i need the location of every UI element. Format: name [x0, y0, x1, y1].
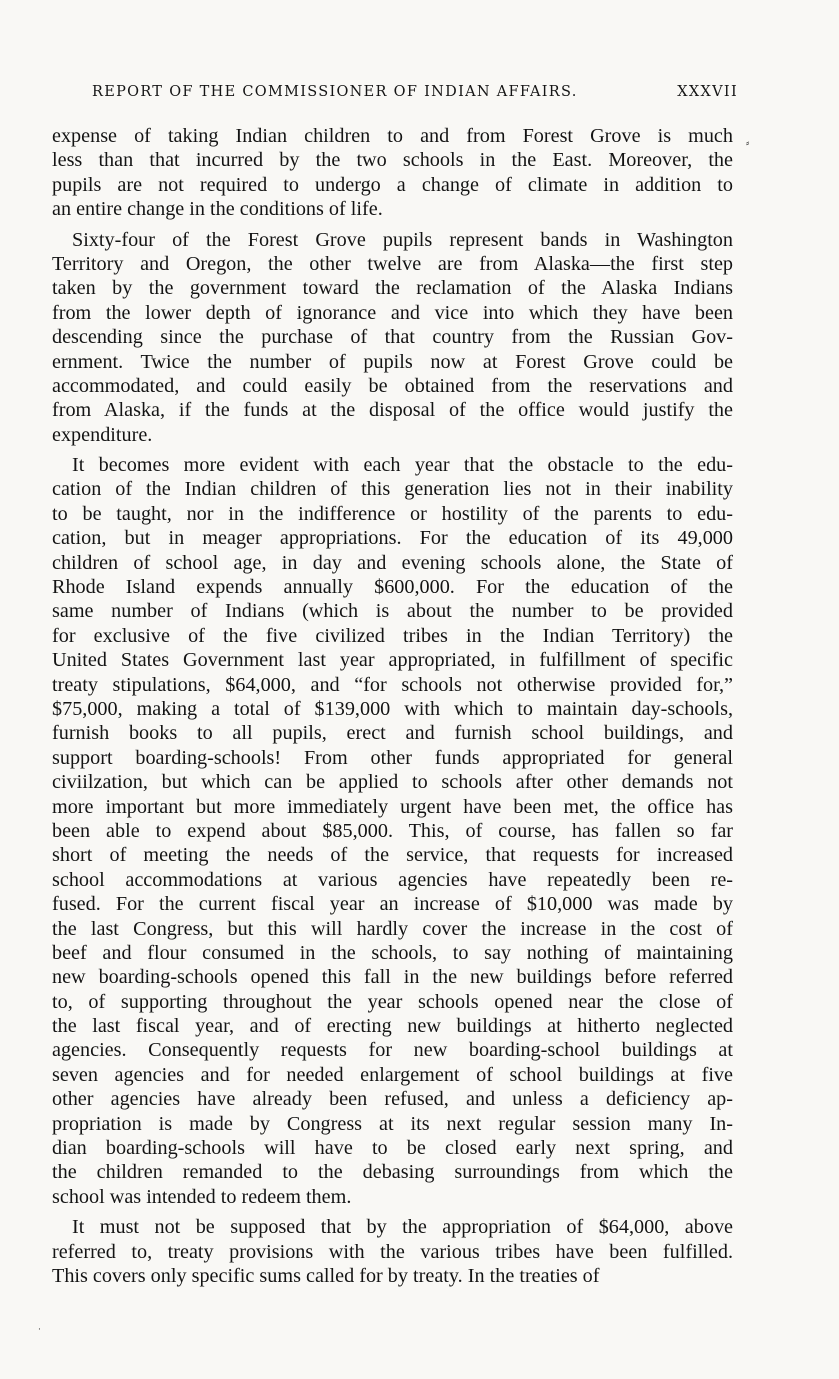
text-line: $75,000, making a total of $139,000 with which to maintain day-schools,	[52, 697, 733, 720]
text-line: dian boarding-schools will have to be closed early next spring, and	[52, 1137, 733, 1160]
text-line: United States Government last year appropriated, in fulfillment of specific	[52, 649, 733, 672]
margin-speck-mark: ·	[38, 1325, 41, 1335]
text-line: the children remanded to the debasing surroundings from which the	[52, 1161, 733, 1184]
text-line: for exclusive of the five civilized tribes in the Indian Territory) the	[52, 624, 733, 647]
text-line: an entire change in the conditions of life.	[52, 198, 383, 221]
body-text	[52, 124, 733, 1294]
text-line: more important but more immediately urgent have been met, the office has	[52, 795, 733, 818]
text-line: propriation is made by Congress at its next regular session many In-	[52, 1112, 733, 1135]
text-line: the last Congress, but this will hardly cover the increase in the cost of	[52, 917, 733, 940]
paragraph	[52, 1215, 733, 1288]
text-line: school was intended to redeem them.	[52, 1185, 352, 1208]
text-line: cation, but in meager appropriations. For the education of its 49,000	[52, 527, 733, 550]
text-line: taken by the government toward the reclamation of the Alaska Indians	[52, 277, 733, 300]
text-line: to, of supporting throughout the year schools opened near the close of	[52, 990, 733, 1013]
text-line: from Alaska, if the funds at the disposal of the office would justify the	[52, 399, 733, 422]
text-line: accommodated, and could easily be obtained from the reservations and	[52, 374, 733, 397]
text-line: referred to, treaty provisions with the various tribes have been fulfilled.	[52, 1240, 733, 1263]
text-line: the last fiscal year, and of erecting new buildings at hitherto neglected	[52, 1015, 733, 1038]
text-line: short of meeting the needs of the service, that requests for increased	[52, 844, 733, 867]
text-line: It must not be supposed that by the appropriation of $64,000, above	[72, 1216, 733, 1239]
text-line: furnish books to all pupils, erect and furnish school buildings, and	[52, 722, 733, 745]
text-line: expense of taking Indian children to and from Forest Grove is much	[52, 125, 733, 147]
text-line: cation of the Indian children of this generation lies not in their inability	[52, 478, 733, 501]
page-number: XXXVII	[677, 84, 738, 100]
text-line: ernment. Twice the number of pupils now at Forest Grove could be	[52, 350, 733, 373]
text-line: school accommodations at various agencies have repeatedly been re-	[52, 868, 733, 891]
text-line: Territory and Oregon, the other twelve are from Alaska—the first step	[52, 252, 733, 275]
text-line: other agencies have already been refused, and unless a deficiency ap-	[52, 1088, 733, 1111]
text-line: agencies. Consequently requests for new boarding-school buildings at	[52, 1039, 733, 1062]
text-line: This covers only specific sums called for by treaty. In the treaties of	[52, 1264, 600, 1287]
header-title: REPORT OF THE COMMISSIONER OF INDIAN AFFAIRS.	[92, 84, 578, 100]
text-line: seven agencies and for needed enlargement of school buildings at five	[52, 1063, 733, 1086]
margin-speck-mark: ⸗	[746, 138, 750, 149]
text-line: Rhode Island expends annually $600,000. For the education of the	[52, 576, 733, 599]
text-line: expenditure.	[52, 423, 153, 446]
text-line: pupils are not required to undergo a change of climate in addition to	[52, 173, 733, 196]
text-line: Sixty-four of the Forest Grove pupils represent bands in Washington	[72, 228, 733, 251]
running-header	[92, 84, 738, 100]
text-line: new boarding-schools opened this fall in the new buildings before referred	[52, 966, 733, 989]
text-line: to be taught, nor in the indifference or hostility of the parents to edu-	[52, 502, 733, 525]
text-line: civiilzation, but which can be applied to schools after other demands not	[52, 771, 733, 794]
text-line: It becomes more evident with each year that the obstacle to the edu-	[72, 454, 733, 477]
text-line: descending since the purchase of that country from the Russian Gov-	[52, 326, 733, 349]
paragraph	[52, 228, 733, 448]
text-line: beef and flour consumed in the schools, to say nothing of maintaining	[52, 941, 733, 964]
text-line: same number of Indians (which is about the number to be provided	[52, 600, 733, 623]
text-line: fused. For the current fiscal year an increase of $10,000 was made by	[52, 893, 733, 916]
text-line: been able to expend about $85,000. This, of course, has fallen so far	[52, 819, 733, 842]
text-line: treaty stipulations, $64,000, and “for schools not otherwise provided for,”	[52, 673, 733, 696]
text-line: less than that incurred by the two schools in the East. Moreover, the	[52, 149, 733, 172]
paragraph	[52, 453, 733, 1209]
text-line: children of school age, in day and evening schools alone, the State of	[52, 551, 733, 574]
text-line: support boarding-schools! From other funds appropriated for general	[52, 746, 733, 769]
text-line: from the lower depth of ignorance and vice into which they have been	[52, 301, 733, 324]
paragraph	[52, 124, 733, 222]
